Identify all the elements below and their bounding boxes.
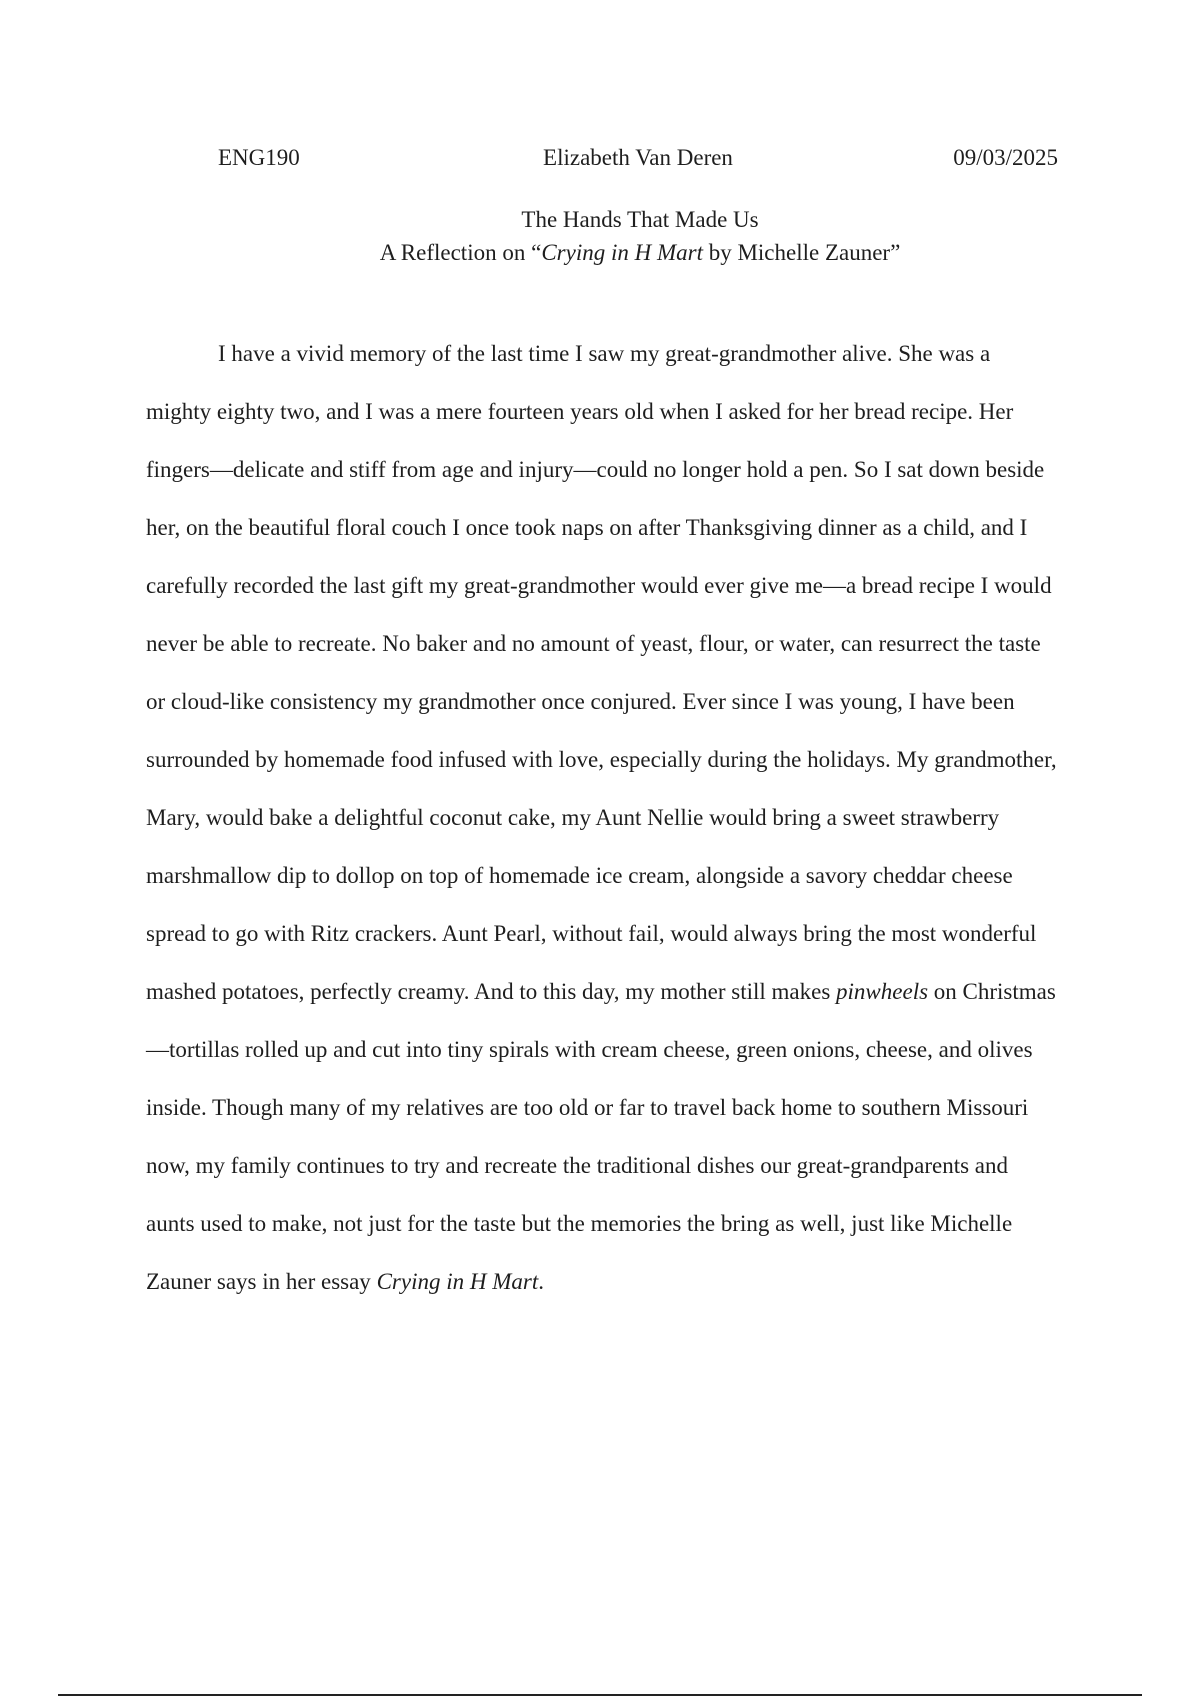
body-text-part-2: on Christmas—tortillas rolled up and cut into tiny spirals with cream cheese, green onions, cheese, and olives inside. Though many of my relatives are too old or far to travel back home to southern Missouri now, my family continues to try and recreate the traditional dishes our great-grandparents and aunts used to make, not just for the taste but the memories the bring as well, just like Michelle Zauner says in her essay bbox=[146, 979, 1056, 1294]
document-header bbox=[218, 145, 1058, 175]
body-text-part-1: I have a vivid memory of the last time I saw my great-grandmother alive. She was a mighty eighty two, and I was a mere fourteen years old when I asked for her bread recipe. Her fingers—delicate and stiff from age and injury—could no longer hold a pen. So I sat down beside her, on the beautiful floral couch I once took naps on after Thanksgiving dinner as a child, and I carefully recorded the last gift my great-grandmother would ever give me—a bread recipe I would never be able to recreate. No baker and no amount of yeast, flour, or water, can resurrect the taste or cloud-like consistency my grandmother once conjured. Ever since I was young, I have been surrounded by homemade food infused with love, especially during the holidays. My grandmother, Mary, would bake a delightful coconut cake, my Aunt Nellie would bring a sweet strawberry marshmallow dip to dollop on top of homemade ice cream, alongside a savory cheddar cheese spread to go with Ritz crackers. Aunt Pearl, without fail, would always bring the most wonderful mashed potatoes, perfectly creamy. And to this day, my mother still makes bbox=[146, 341, 1057, 1004]
course-code: ENG190 bbox=[218, 145, 300, 170]
author-name: Elizabeth Van Deren bbox=[543, 145, 733, 170]
subtitle-prefix: A Reflection on “ bbox=[379, 240, 542, 265]
emphasis-pinwheels: pinwheels bbox=[836, 979, 929, 1004]
subtitle-suffix: by Michelle Zauner” bbox=[702, 240, 901, 265]
essay-title: The Hands That Made Us bbox=[521, 207, 759, 232]
essay-subtitle bbox=[0, 236, 1200, 269]
body-text-ending: . bbox=[538, 1269, 544, 1294]
subtitle-book-title: Crying in H Mart bbox=[541, 240, 703, 265]
body-paragraph bbox=[146, 325, 1060, 1311]
book-title-reference: Crying in H Mart bbox=[376, 1269, 539, 1294]
page-bottom-rule bbox=[58, 1694, 1142, 1696]
document-date: 09/03/2025 bbox=[953, 145, 1058, 170]
title-block bbox=[0, 203, 1200, 269]
